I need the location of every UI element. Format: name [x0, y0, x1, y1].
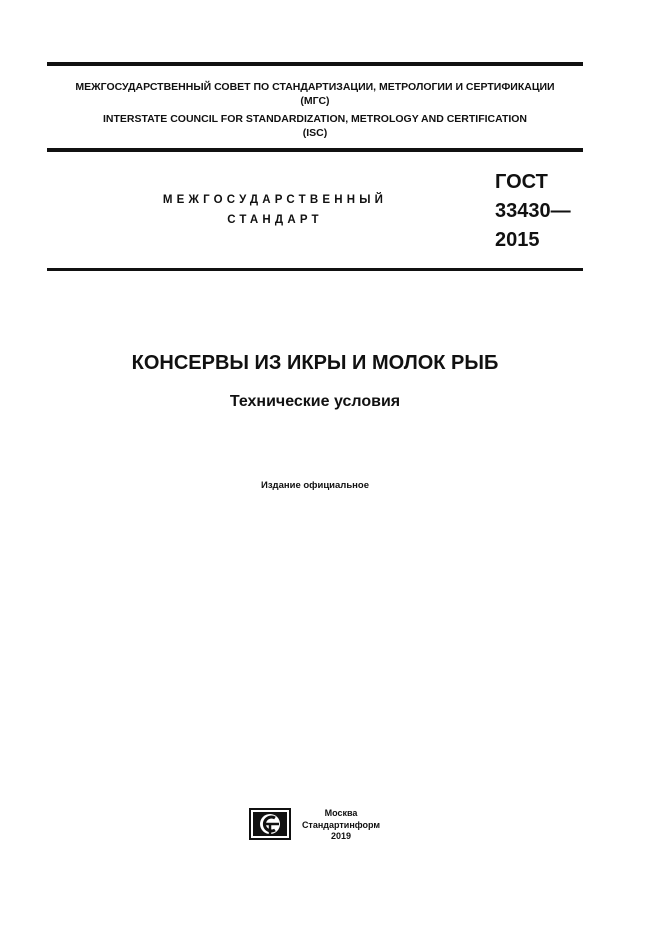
standard-type-line1: МЕЖГОСУДАРСТВЕННЫЙ [162, 194, 388, 206]
gost-year: 2015 [495, 229, 540, 251]
publisher-year: 2019 [330, 831, 352, 841]
gost-prefix: ГОСТ [495, 171, 548, 193]
council-en-name: INTERSTATE COUNCIL FOR STANDARDIZATION, METROLOGY AND CERTIFICATION [102, 113, 528, 125]
gost-designation [495, 168, 571, 255]
standartinform-logo-icon [249, 808, 291, 840]
document-subtitle: Технические условия [229, 393, 401, 410]
edition-note: Издание официальное [261, 480, 369, 491]
standard-type-line2: СТАНДАРТ [227, 214, 323, 226]
bottom-rule [47, 268, 583, 271]
top-rule [47, 62, 583, 66]
council-ru-name: МЕЖГОСУДАРСТВЕННЫЙ СОВЕТ ПО СТАНДАРТИЗАЦИИ, МЕТРОЛОГИИ И СЕРТИФИКАЦИИ [75, 81, 555, 93]
document-title: КОНСЕРВЫ ИЗ ИКРЫ И МОЛОК РЫБ [131, 352, 499, 374]
gost-number: 33430— [495, 200, 571, 222]
standard-type-label [130, 190, 420, 230]
middle-rule [47, 148, 583, 152]
publisher-city: Москва [324, 808, 358, 818]
council-ru-block [47, 80, 583, 108]
publisher-info [296, 808, 386, 843]
council-ru-abbr: (МГС) [300, 95, 330, 107]
council-en-block [47, 112, 583, 140]
council-en-abbr: (ISC) [302, 127, 328, 139]
publisher-name: Стандартинформ [301, 819, 381, 830]
